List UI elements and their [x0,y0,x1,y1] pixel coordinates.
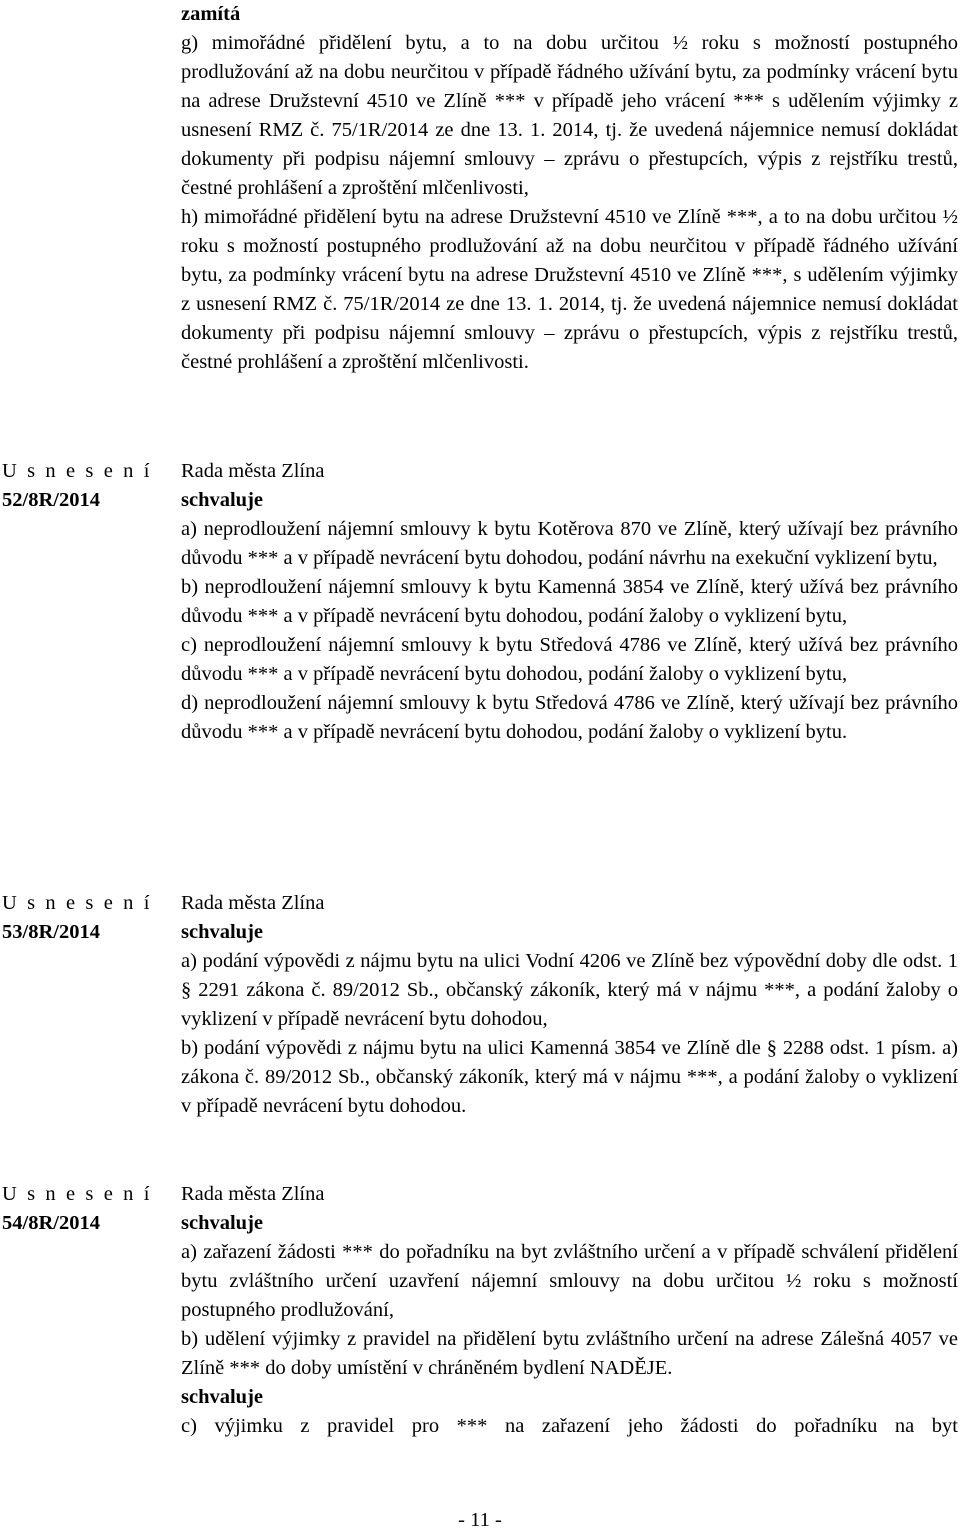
decision-schvaluje: schvaluje [181,921,263,943]
resolution-number: 54/8R/2014 [2,1212,100,1234]
item-b: b) udělení výjimky z pravidel na přidělení bytu zvláštního určení na adrese Zálešná 4057 ve Zlíně *** do doby umístění v chráněném bydlení NADĚJE. [181,1328,958,1379]
decision-schvaluje: schvaluje [181,489,263,511]
item-c: c) neprodloužení nájemní smlouvy k bytu Středová 4786 ve Zlíně, který užívá bez právního důvodu *** a v případě nevrácení bytu dohodou, podání žaloby o vyklizení bytu, [181,634,958,685]
item-a: a) neprodloužení nájemní smlouvy k bytu Kotěrova 870 ve Zlíně, který užívají bez právního důvodu *** a v případě nevrácení bytu dohodou, podání návrhu na exekuční vyklizení bytu, [181,518,958,569]
resolution-54-header [2,1180,172,1238]
council-name: Rada města Zlína [181,892,325,914]
resolution-label: U s n e s e n í [2,1183,153,1205]
council-name: Rada města Zlína [181,1183,325,1205]
resolution-53-body [181,889,958,1121]
decision-zamita: zamítá [181,3,241,25]
item-d: d) neprodloužení nájemní smlouvy k bytu Středová 4786 ve Zlíně, který užívají bez právního důvodu *** a v případě nevrácení bytu dohodou, podání žaloby o vyklizení bytu. [181,692,958,743]
resolution-52-header [2,457,172,515]
decision-schvaluje-2: schvaluje [181,1386,263,1408]
page-number: - 11 - [458,1509,502,1531]
item-a: a) zařazení žádosti *** do pořadníku na byt zvláštního určení a v případě schválení přidělení bytu zvláštního určení uzavření nájemní smlouvy na dobu určitou ½ roku s možností postupného prodlužování, [181,1241,958,1321]
item-h: h) mimořádné přidělení bytu na adrese Družstevní 4510 ve Zlíně ***, a to na dobu určitou ½ roku s možností postupného prodlužování až na dobu neurčitou v případě řádného užívání bytu, za podmínky vrácení bytu na adrese Družstevní 4510 ve Zlíně ***, s udělením výjimky z usnesení RMZ č. 75/1R/2014 ze dne 13. 1. 2014, tj. že uvedená nájemnice nemusí dokládat dokumenty při podpisu nájemní smlouvy – zprávu o přestupcích, výpis z rejstříku trestů, čestné prohlášení a zproštění mlčenlivosti. [181,206,958,373]
item-b: b) neprodloužení nájemní smlouvy k bytu Kamenná 3854 ve Zlíně, který užívá bez právního důvodu *** a v případě nevrácení bytu dohodou, podání žaloby o vyklizení bytu, [181,576,958,627]
resolution-label: U s n e s e n í [2,460,153,482]
resolution-52-body [181,457,958,747]
resolution-54-body [181,1180,958,1441]
item-c: c) výjimku z pravidel pro *** na zařazení jeho žádosti do pořadníku na byt [181,1415,958,1437]
item-b: b) podání výpovědi z nájmu bytu na ulici Kamenná 3854 ve Zlíně dle § 2288 odst. 1 písm. a) zákona č. 89/2012 Sb., občanský zákoník, který má v nájmu ***, a podání žaloby o vyklizení v případě nevrácení bytu dohodou. [181,1037,958,1117]
item-g: g) mimořádné přidělení bytu, a to na dobu určitou ½ roku s možností postupného prodlužování až na dobu neurčitou v případě řádného užívání bytu, za podmínky vrácení bytu na adrese Družstevní 4510 ve Zlíně *** v případě jeho vrácení *** s udělením výjimky z usnesení RMZ č. 75/1R/2014 ze dne 13. 1. 2014, tj. že uvedená nájemnice nemusí dokládat dokumenty při podpisu nájemní smlouvy – zprávu o přestupcích, výpis z rejstříku trestů, čestné prohlášení a zproštění mlčenlivosti, [181,32,958,199]
item-a: a) podání výpovědi z nájmu bytu na ulici Vodní 4206 ve Zlíně bez výpovědní doby dle odst. 1 § 2291 zákona č. 89/2012 Sb., občanský zákoník, který má v nájmu ***, a podání žaloby o vyklizení v případě nevrácení bytu dohodou, [181,950,958,1030]
resolution-label: U s n e s e n í [2,892,153,914]
top-section [181,0,958,377]
decision-schvaluje: schvaluje [181,1212,263,1234]
resolution-number: 52/8R/2014 [2,489,100,511]
resolution-53-header [2,889,172,947]
council-name: Rada města Zlína [181,460,325,482]
resolution-number: 53/8R/2014 [2,921,100,943]
